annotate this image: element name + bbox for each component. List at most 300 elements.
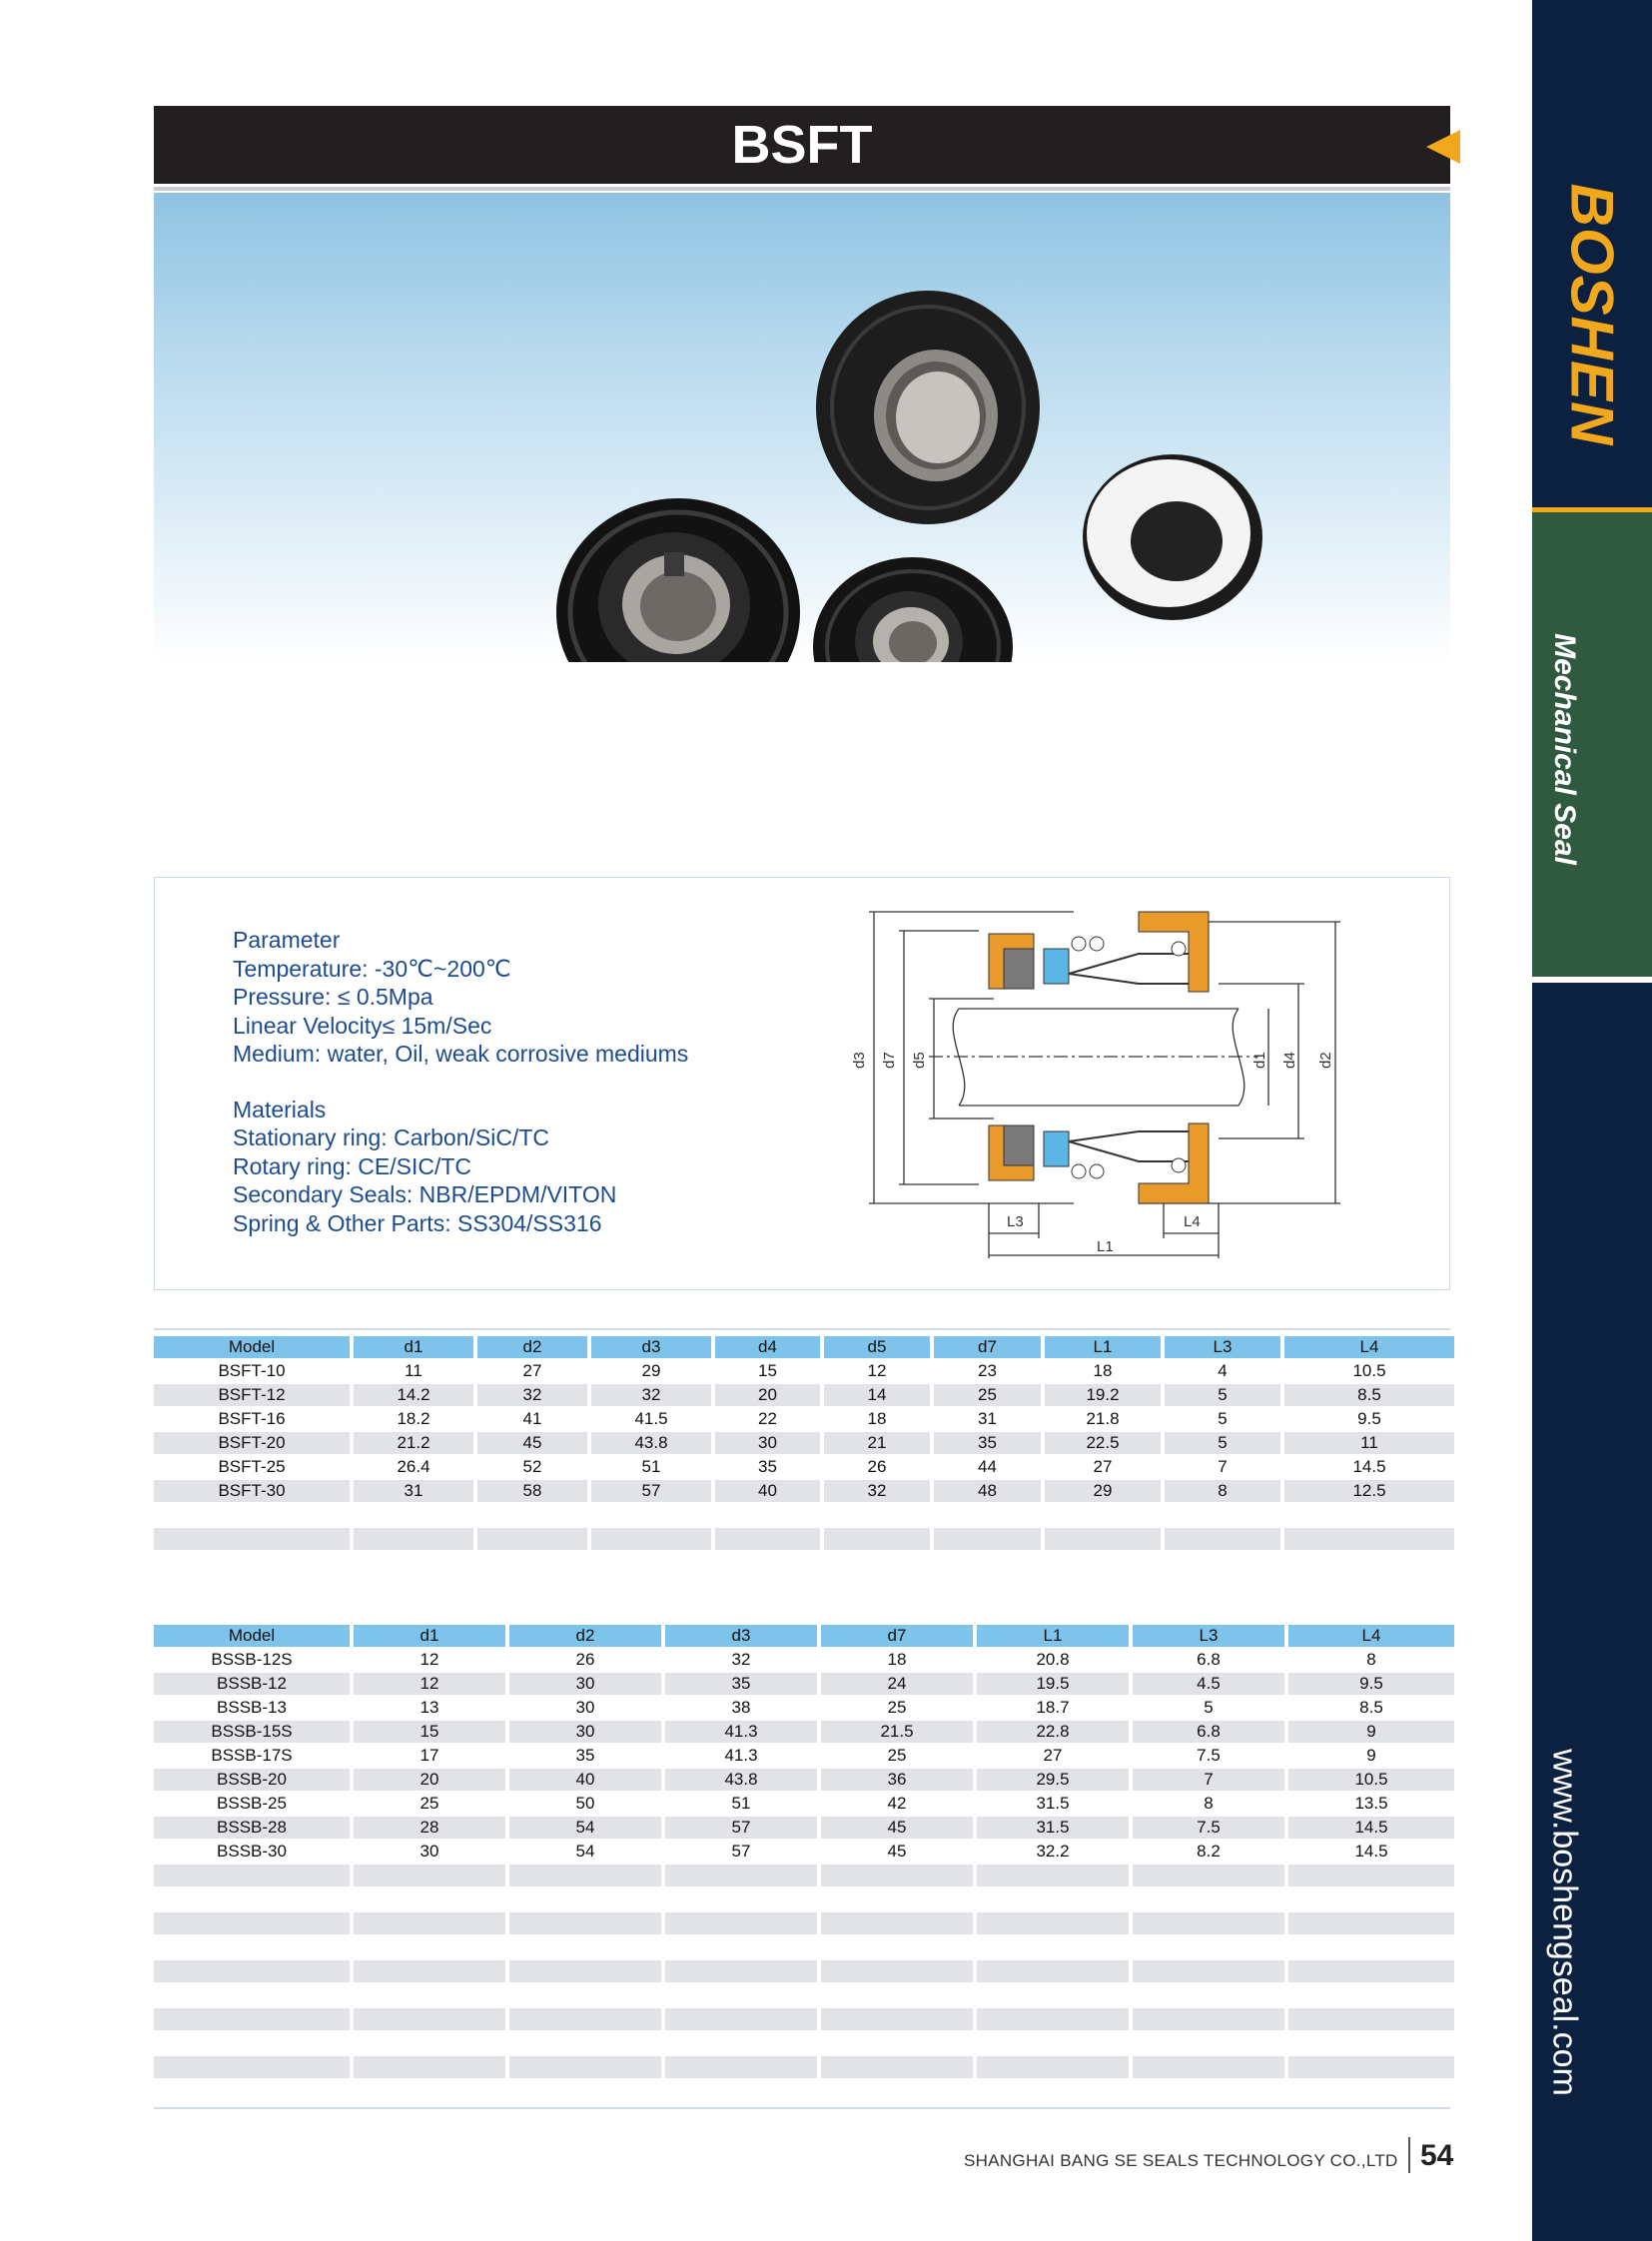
value-cell xyxy=(977,1984,1129,2008)
value-cell: 26 xyxy=(824,1456,930,1480)
value-cell xyxy=(977,2032,1129,2056)
value-cell xyxy=(715,1528,820,1552)
column-header: L4 xyxy=(1288,1625,1454,1649)
model-cell: BSSB-12S xyxy=(154,1649,350,1673)
seal-products-image xyxy=(154,193,1450,662)
parameter-line: Pressure: ≤ 0.5Mpa xyxy=(233,984,433,1010)
value-cell: 29 xyxy=(591,1360,711,1384)
value-cell: 6.8 xyxy=(1133,1721,1284,1745)
column-header: d3 xyxy=(591,1336,711,1360)
value-cell: 10.5 xyxy=(1288,1769,1454,1793)
model-cell: BSFT-30 xyxy=(154,1480,350,1504)
material-line: Secondary Seals: NBR/EPDM/VITON xyxy=(233,1181,617,1207)
value-cell: 30 xyxy=(509,1721,661,1745)
table-row xyxy=(154,2056,1454,2080)
value-cell xyxy=(1288,1888,1454,1912)
table-row xyxy=(154,1528,1454,1552)
value-cell: 8 xyxy=(1165,1480,1280,1504)
brand-logo: BOSHEN xyxy=(1558,183,1626,446)
value-cell: 5 xyxy=(1133,1697,1284,1721)
model-cell xyxy=(154,1865,350,1888)
value-cell: 52 xyxy=(477,1456,587,1480)
value-cell xyxy=(977,1936,1129,1960)
value-cell: 30 xyxy=(509,1673,661,1697)
value-cell: 21.2 xyxy=(354,1432,473,1456)
value-cell: 10.5 xyxy=(1284,1360,1454,1384)
value-cell: 51 xyxy=(665,1793,817,1817)
value-cell xyxy=(1133,1865,1284,1888)
value-cell xyxy=(1133,2032,1284,2056)
value-cell: 44 xyxy=(934,1456,1041,1480)
value-cell: 5 xyxy=(1165,1384,1280,1408)
column-header: L3 xyxy=(1165,1336,1280,1360)
model-cell xyxy=(154,1528,350,1552)
value-cell xyxy=(821,1984,973,2008)
value-cell: 36 xyxy=(821,1769,973,1793)
value-cell: 7.5 xyxy=(1133,1745,1284,1769)
value-cell: 8 xyxy=(1288,1649,1454,1673)
value-cell xyxy=(821,2032,973,2056)
parameters-text xyxy=(233,926,688,1237)
column-header: Model xyxy=(154,1625,350,1649)
value-cell: 12.5 xyxy=(1284,1480,1454,1504)
sidebar-divider xyxy=(1532,977,1652,983)
product-photo xyxy=(154,193,1450,662)
value-cell: 31 xyxy=(934,1408,1041,1432)
value-cell: 30 xyxy=(715,1432,820,1456)
table-row xyxy=(154,1865,1454,1888)
value-cell xyxy=(1133,1888,1284,1912)
value-cell: 7 xyxy=(1165,1456,1280,1480)
value-cell: 4.5 xyxy=(1133,1673,1284,1697)
table-row xyxy=(154,1408,1454,1432)
value-cell: 40 xyxy=(715,1480,820,1504)
value-cell: 32 xyxy=(477,1384,587,1408)
value-cell xyxy=(665,2008,817,2032)
model-cell: BSFT-16 xyxy=(154,1408,350,1432)
value-cell: 20 xyxy=(715,1384,820,1408)
value-cell: 18.2 xyxy=(354,1408,473,1432)
model-cell: BSSB-28 xyxy=(154,1817,350,1841)
model-cell: BSSB-13 xyxy=(154,1697,350,1721)
table-row xyxy=(154,1480,1454,1504)
materials-heading: Materials xyxy=(233,1096,327,1122)
dim-label-d7: d7 xyxy=(881,1052,898,1069)
value-cell: 14.5 xyxy=(1284,1456,1454,1480)
value-cell xyxy=(591,1504,711,1528)
column-header: d7 xyxy=(821,1625,973,1649)
value-cell: 41.3 xyxy=(665,1745,817,1769)
value-cell xyxy=(1288,1912,1454,1936)
value-cell xyxy=(821,2056,973,2080)
table-row xyxy=(154,1745,1454,1769)
model-cell xyxy=(154,1960,350,1984)
value-cell: 32 xyxy=(665,1649,817,1673)
value-cell xyxy=(824,1528,930,1552)
value-cell xyxy=(477,1528,587,1552)
value-cell xyxy=(824,1504,930,1528)
value-cell: 27 xyxy=(977,1745,1129,1769)
value-cell: 45 xyxy=(477,1432,587,1456)
model-cell xyxy=(154,2008,350,2032)
value-cell xyxy=(821,2008,973,2032)
value-cell: 14.5 xyxy=(1288,1817,1454,1841)
value-cell xyxy=(1165,1528,1280,1552)
value-cell: 29 xyxy=(1045,1480,1161,1504)
value-cell xyxy=(821,1960,973,1984)
value-cell xyxy=(354,1504,473,1528)
value-cell: 17 xyxy=(354,1745,505,1769)
table-row xyxy=(154,1360,1454,1384)
value-cell: 18 xyxy=(1045,1360,1161,1384)
table-row xyxy=(154,1817,1454,1841)
value-cell xyxy=(1288,1936,1454,1960)
model-cell: BSSB-12 xyxy=(154,1673,350,1697)
table-row xyxy=(154,1793,1454,1817)
value-cell xyxy=(1133,2008,1284,2032)
column-header: L1 xyxy=(977,1625,1129,1649)
value-cell: 57 xyxy=(665,1841,817,1865)
table-row xyxy=(154,1912,1454,1936)
title-underline xyxy=(154,187,1450,191)
model-cell xyxy=(154,2056,350,2080)
table-row xyxy=(154,1649,1454,1673)
value-cell: 32 xyxy=(591,1384,711,1408)
value-cell xyxy=(977,1865,1129,1888)
value-cell: 13.5 xyxy=(1288,1793,1454,1817)
value-cell xyxy=(477,1504,587,1528)
footer-divider xyxy=(154,2107,1450,2109)
value-cell xyxy=(821,1912,973,1936)
value-cell: 25 xyxy=(821,1745,973,1769)
model-cell: BSSB-25 xyxy=(154,1793,350,1817)
value-cell: 22 xyxy=(715,1408,820,1432)
value-cell: 18 xyxy=(824,1408,930,1432)
value-cell xyxy=(1133,1912,1284,1936)
value-cell: 14.2 xyxy=(354,1384,473,1408)
value-cell: 18.7 xyxy=(977,1697,1129,1721)
value-cell xyxy=(1288,2008,1454,2032)
value-cell xyxy=(354,1888,505,1912)
dim-label-d3: d3 xyxy=(851,1052,868,1069)
value-cell xyxy=(934,1528,1041,1552)
dim-label-d4: d4 xyxy=(1281,1052,1298,1069)
model-cell xyxy=(154,1888,350,1912)
value-cell xyxy=(665,2032,817,2056)
value-cell: 9.5 xyxy=(1284,1408,1454,1432)
column-header: Model xyxy=(154,1336,350,1360)
value-cell: 12 xyxy=(354,1649,505,1673)
website-url: www.boshengseal.com xyxy=(1545,1749,1584,2096)
value-cell xyxy=(977,2008,1129,2032)
value-cell: 32 xyxy=(824,1480,930,1504)
value-cell xyxy=(665,1936,817,1960)
seal-cross-section-diagram xyxy=(839,904,1358,1273)
table-row xyxy=(154,1432,1454,1456)
value-cell: 8.2 xyxy=(1133,1841,1284,1865)
value-cell xyxy=(1288,1984,1454,2008)
value-cell xyxy=(354,2032,505,2056)
value-cell xyxy=(977,1888,1129,1912)
value-cell xyxy=(354,1936,505,1960)
value-cell: 48 xyxy=(934,1480,1041,1504)
value-cell xyxy=(1133,1936,1284,1960)
value-cell xyxy=(354,1960,505,1984)
value-cell: 58 xyxy=(477,1480,587,1504)
value-cell: 8 xyxy=(1133,1793,1284,1817)
value-cell: 35 xyxy=(715,1456,820,1480)
bssb-spec-table xyxy=(150,1625,1458,2080)
dim-label-l3: L3 xyxy=(1007,1213,1024,1230)
value-cell: 38 xyxy=(665,1697,817,1721)
category-label: Mechanical Seal xyxy=(1548,633,1581,865)
value-cell xyxy=(354,1865,505,1888)
parameter-line: Medium: water, Oil, weak corrosive mediums xyxy=(233,1041,689,1067)
column-header: d2 xyxy=(477,1336,587,1360)
table-row xyxy=(154,1504,1454,1528)
value-cell: 5 xyxy=(1165,1432,1280,1456)
value-cell xyxy=(354,1912,505,1936)
column-header: d1 xyxy=(354,1625,505,1649)
value-cell xyxy=(1133,1960,1284,1984)
value-cell: 24 xyxy=(821,1673,973,1697)
value-cell: 21.8 xyxy=(1045,1408,1161,1432)
value-cell xyxy=(977,1960,1129,1984)
page-number: 54 xyxy=(1420,2139,1454,2172)
model-cell: BSFT-10 xyxy=(154,1360,350,1384)
table-row xyxy=(154,1456,1454,1480)
value-cell: 11 xyxy=(1284,1432,1454,1456)
value-cell xyxy=(665,1912,817,1936)
material-line: Stationary ring: Carbon/SiC/TC xyxy=(233,1124,550,1150)
bsft-spec-table xyxy=(150,1336,1458,1552)
value-cell: 32.2 xyxy=(977,1841,1129,1865)
value-cell: 57 xyxy=(665,1817,817,1841)
value-cell xyxy=(977,1912,1129,1936)
value-cell: 35 xyxy=(665,1673,817,1697)
value-cell: 35 xyxy=(509,1745,661,1769)
value-cell: 22.8 xyxy=(977,1721,1129,1745)
value-cell: 50 xyxy=(509,1793,661,1817)
value-cell: 11 xyxy=(354,1360,473,1384)
column-header: d4 xyxy=(715,1336,820,1360)
value-cell: 12 xyxy=(354,1673,505,1697)
value-cell xyxy=(354,1984,505,2008)
value-cell xyxy=(509,2056,661,2080)
value-cell: 43.8 xyxy=(591,1432,711,1456)
value-cell: 20 xyxy=(354,1769,505,1793)
value-cell xyxy=(665,1984,817,2008)
value-cell: 35 xyxy=(934,1432,1041,1456)
parameter-line: Temperature: -30℃~200℃ xyxy=(233,955,511,982)
value-cell: 26.4 xyxy=(354,1456,473,1480)
table-row xyxy=(154,1721,1454,1745)
value-cell xyxy=(509,2008,661,2032)
value-cell: 22.5 xyxy=(1045,1432,1161,1456)
value-cell xyxy=(509,2032,661,2056)
page-title: BSFT xyxy=(154,106,1450,184)
dim-label-d5: d5 xyxy=(911,1052,928,1069)
value-cell: 19.5 xyxy=(977,1673,1129,1697)
table-row xyxy=(154,2032,1454,2056)
value-cell: 7.5 xyxy=(1133,1817,1284,1841)
value-cell xyxy=(977,2056,1129,2080)
value-cell: 29.5 xyxy=(977,1769,1129,1793)
material-line: Rotary ring: CE/SIC/TC xyxy=(233,1152,471,1179)
value-cell: 25 xyxy=(934,1384,1041,1408)
table-row xyxy=(154,1673,1454,1697)
model-cell xyxy=(154,1984,350,2008)
value-cell xyxy=(354,2056,505,2080)
value-cell xyxy=(821,1865,973,1888)
value-cell xyxy=(715,1504,820,1528)
value-cell: 8.5 xyxy=(1284,1384,1454,1408)
value-cell xyxy=(509,1960,661,1984)
value-cell: 27 xyxy=(477,1360,587,1384)
table-row xyxy=(154,1888,1454,1912)
value-cell: 19.2 xyxy=(1045,1384,1161,1408)
value-cell xyxy=(1133,1984,1284,2008)
material-line: Spring & Other Parts: SS304/SS316 xyxy=(233,1209,602,1236)
column-header: L1 xyxy=(1045,1336,1161,1360)
value-cell xyxy=(1133,2056,1284,2080)
value-cell: 12 xyxy=(824,1360,930,1384)
value-cell: 43.8 xyxy=(665,1769,817,1793)
value-cell xyxy=(1288,2032,1454,2056)
value-cell xyxy=(1045,1504,1161,1528)
value-cell xyxy=(821,1936,973,1960)
value-cell: 14.5 xyxy=(1288,1841,1454,1865)
dim-label-d2: d2 xyxy=(1317,1052,1334,1069)
model-cell xyxy=(154,2032,350,2056)
table-row xyxy=(154,1841,1454,1865)
table-row xyxy=(154,1984,1454,2008)
column-header: L3 xyxy=(1133,1625,1284,1649)
value-cell xyxy=(1165,1504,1280,1528)
value-cell xyxy=(1288,2056,1454,2080)
value-cell xyxy=(1284,1504,1454,1528)
value-cell: 30 xyxy=(354,1841,505,1865)
arrow-left-icon xyxy=(1426,130,1460,164)
model-cell: BSSB-15S xyxy=(154,1721,350,1745)
column-header: d3 xyxy=(665,1625,817,1649)
value-cell: 57 xyxy=(591,1480,711,1504)
value-cell: 31.5 xyxy=(977,1817,1129,1841)
value-cell xyxy=(665,2056,817,2080)
value-cell: 25 xyxy=(821,1697,973,1721)
value-cell: 26 xyxy=(509,1649,661,1673)
value-cell: 7 xyxy=(1133,1769,1284,1793)
value-cell xyxy=(1288,1960,1454,1984)
dim-label-l4: L4 xyxy=(1184,1213,1201,1230)
value-cell: 21.5 xyxy=(821,1721,973,1745)
value-cell xyxy=(354,2008,505,2032)
model-cell: BSFT-20 xyxy=(154,1432,350,1456)
value-cell: 45 xyxy=(821,1841,973,1865)
table-row xyxy=(154,1936,1454,1960)
value-cell: 5 xyxy=(1165,1408,1280,1432)
value-cell: 30 xyxy=(509,1697,661,1721)
value-cell: 23 xyxy=(934,1360,1041,1384)
value-cell: 41.5 xyxy=(591,1408,711,1432)
value-cell: 18 xyxy=(821,1649,973,1673)
value-cell: 42 xyxy=(821,1793,973,1817)
table-row xyxy=(154,1769,1454,1793)
value-cell xyxy=(1288,1865,1454,1888)
value-cell: 6.8 xyxy=(1133,1649,1284,1673)
value-cell xyxy=(665,1888,817,1912)
value-cell: 21 xyxy=(824,1432,930,1456)
value-cell xyxy=(1284,1528,1454,1552)
value-cell: 54 xyxy=(509,1841,661,1865)
table-row xyxy=(154,1384,1454,1408)
value-cell: 41 xyxy=(477,1408,587,1432)
parameter-heading: Parameter xyxy=(233,927,341,953)
model-cell: BSSB-30 xyxy=(154,1841,350,1865)
value-cell xyxy=(354,1528,473,1552)
value-cell: 8.5 xyxy=(1288,1697,1454,1721)
value-cell: 28 xyxy=(354,1817,505,1841)
value-cell: 25 xyxy=(354,1793,505,1817)
column-header: d2 xyxy=(509,1625,661,1649)
value-cell xyxy=(665,1865,817,1888)
value-cell xyxy=(934,1504,1041,1528)
dim-label-l1: L1 xyxy=(1097,1238,1114,1255)
model-cell: BSSB-17S xyxy=(154,1745,350,1769)
model-cell: BSFT-12 xyxy=(154,1384,350,1408)
value-cell: 4 xyxy=(1165,1360,1280,1384)
value-cell: 45 xyxy=(821,1817,973,1841)
value-cell: 31 xyxy=(354,1480,473,1504)
table-row xyxy=(154,1697,1454,1721)
value-cell: 9 xyxy=(1288,1745,1454,1769)
model-cell: BSSB-20 xyxy=(154,1769,350,1793)
value-cell xyxy=(509,1936,661,1960)
section-divider xyxy=(154,1328,1450,1330)
value-cell xyxy=(1045,1528,1161,1552)
model-cell xyxy=(154,1936,350,1960)
value-cell: 41.3 xyxy=(665,1721,817,1745)
parameter-line: Linear Velocity≤ 15m/Sec xyxy=(233,1012,492,1039)
value-cell xyxy=(509,1912,661,1936)
table-row xyxy=(154,1960,1454,1984)
value-cell: 20.8 xyxy=(977,1649,1129,1673)
value-cell: 13 xyxy=(354,1697,505,1721)
value-cell: 9 xyxy=(1288,1721,1454,1745)
value-cell: 15 xyxy=(715,1360,820,1384)
value-cell: 9.5 xyxy=(1288,1673,1454,1697)
company-name: SHANGHAI BANG SE SEALS TECHNOLOGY CO.,LTD xyxy=(964,2151,1398,2170)
value-cell xyxy=(509,1865,661,1888)
value-cell xyxy=(509,1888,661,1912)
model-cell xyxy=(154,1912,350,1936)
value-cell: 31.5 xyxy=(977,1793,1129,1817)
value-cell xyxy=(591,1528,711,1552)
value-cell: 15 xyxy=(354,1721,505,1745)
table-row xyxy=(154,2008,1454,2032)
column-header: d1 xyxy=(354,1336,473,1360)
value-cell: 27 xyxy=(1045,1456,1161,1480)
value-cell: 54 xyxy=(509,1817,661,1841)
dim-label-d1: d1 xyxy=(1251,1052,1268,1069)
value-cell xyxy=(509,1984,661,2008)
column-header: L4 xyxy=(1284,1336,1454,1360)
model-cell: BSFT-25 xyxy=(154,1456,350,1480)
value-cell: 40 xyxy=(509,1769,661,1793)
column-header: d5 xyxy=(824,1336,930,1360)
value-cell xyxy=(665,1960,817,1984)
column-header: d7 xyxy=(934,1336,1041,1360)
